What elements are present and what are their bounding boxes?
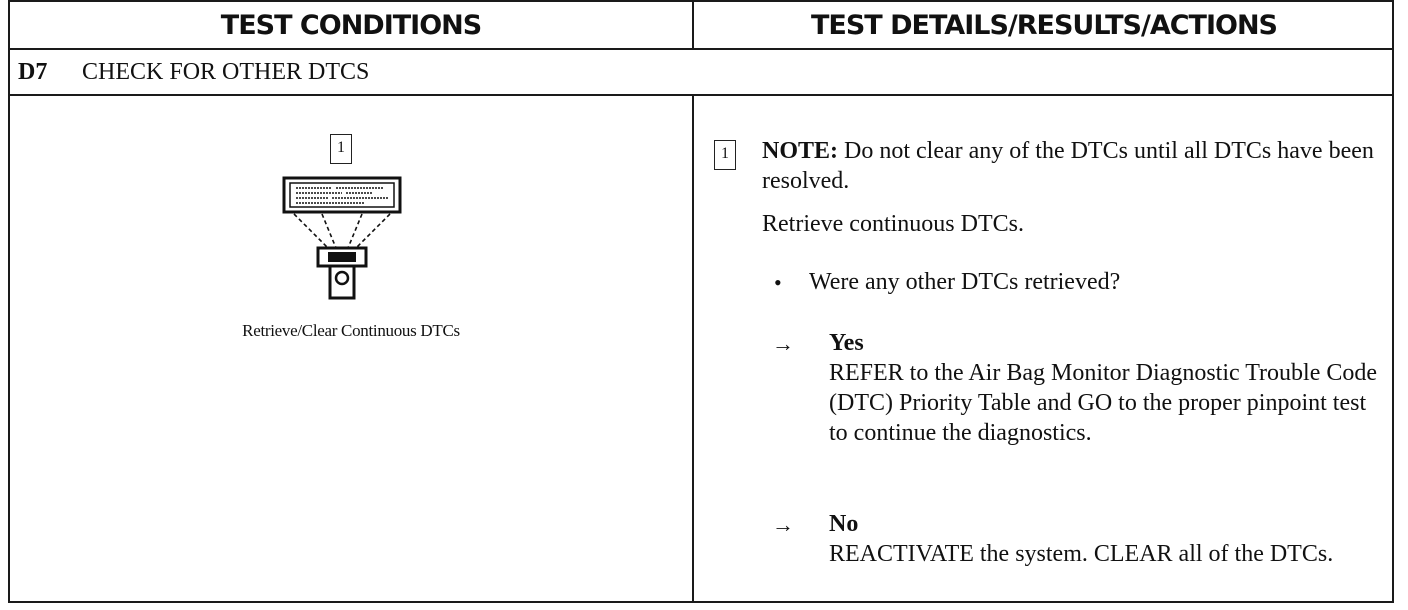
note-text <box>762 136 1382 196</box>
question-text: Were any other DTCs retrieved? <box>809 269 1121 295</box>
note-label: NOTE: <box>762 138 839 164</box>
step-id: D7 <box>18 58 48 85</box>
note-body: Do not clear any of the DTCs until all DTCs have been resolved. <box>762 138 1374 194</box>
arrow-right-icon: → <box>772 331 794 356</box>
test-details-cell <box>694 96 1392 601</box>
test-conditions-cell <box>10 96 692 601</box>
diagnostic-table <box>8 0 1394 603</box>
instruction-text: Retrieve continuous DTCs. <box>762 211 1024 237</box>
illustration-caption: Retrieve/Clear Continuous DTCs <box>242 321 460 340</box>
yes-label: Yes <box>829 330 864 356</box>
step-row <box>10 50 1392 94</box>
scan-tool-icon <box>272 172 412 312</box>
header-test-details: TEST DETAILS/RESULTS/ACTIONS <box>811 9 1277 41</box>
yes-action-text: REFER to the Air Bag Monitor Diagnostic Trouble Code (DTC) Priority Table and GO to the proper pinpoint test to continue the diagnostics. <box>829 360 1378 446</box>
header-test-conditions: TEST CONDITIONS <box>220 9 482 41</box>
no-label: No <box>829 511 859 537</box>
step-title: CHECK FOR OTHER DTCS <box>82 58 370 85</box>
step-number-box: 1 <box>714 140 736 170</box>
bullet-icon: • <box>774 270 782 295</box>
step-number-box: 1 <box>330 134 352 164</box>
no-action-text: REACTIVATE the system. CLEAR all of the DTCs. <box>829 541 1334 567</box>
arrow-right-icon: → <box>772 512 794 537</box>
